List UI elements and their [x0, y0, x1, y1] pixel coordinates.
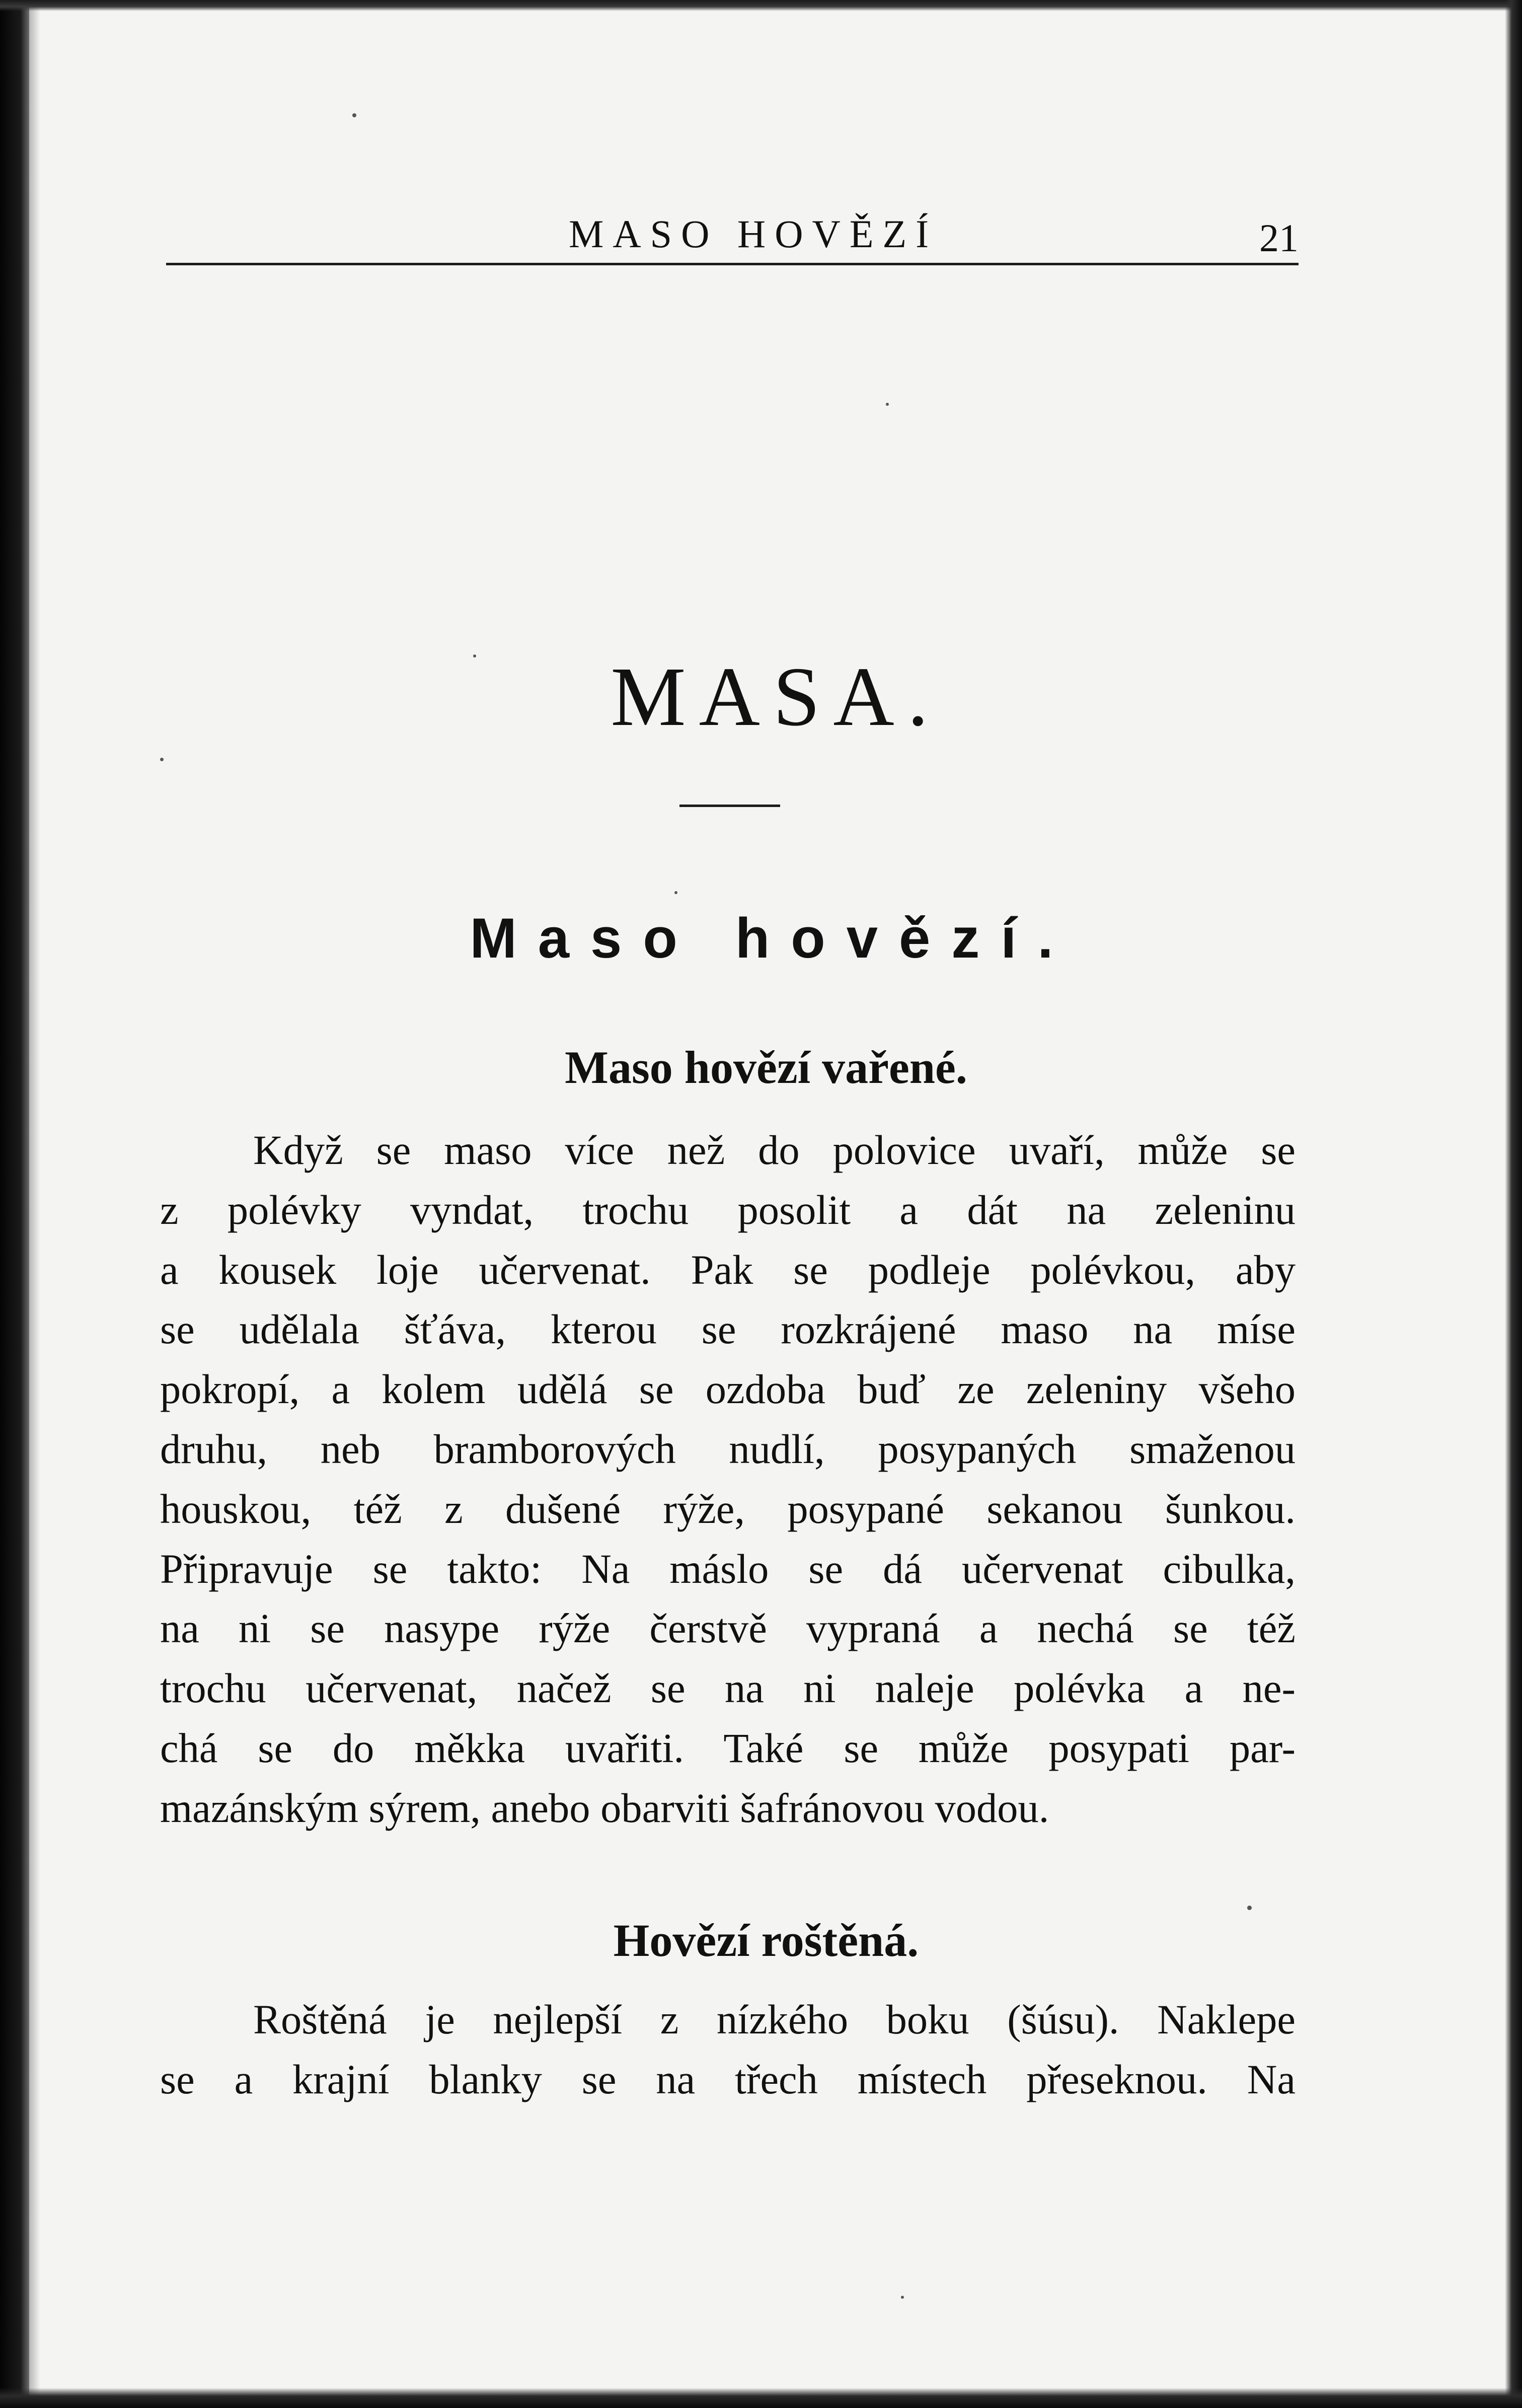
text-line: pokropí, a kolem udělá se ozdoba buď ze zeleniny všeho	[160, 1366, 1296, 1413]
page-top-edge	[0, 0, 1522, 11]
page-binding-shadow	[0, 0, 29, 2408]
text-line: Když se maso více než do polovice uvaří, může se	[253, 1127, 1296, 1173]
text-line: druhu, neb bramborových nudlí, posypaných smaženou	[160, 1425, 1296, 1472]
text-line: na ni se nasype rýže čerstvě vypraná a nechá se též	[160, 1605, 1296, 1652]
text-line: a kousek loje učervenat. Pak se podleje polévkou, aby	[160, 1246, 1296, 1293]
paper-speck	[674, 891, 677, 894]
recipe-title-beef-sirloin: Hovězí roštěná.	[613, 1915, 919, 1966]
recipe-text-beef-sirloin	[160, 1990, 1296, 2109]
text-line: se udělala šťáva, kterou se rozkrájené maso na míse	[160, 1306, 1296, 1353]
running-head-rule	[166, 263, 1299, 265]
paper-speck	[1247, 1906, 1252, 1910]
text-line: Roštěná je nejlepší z nízkého boku (šúsu). Naklepe	[253, 1996, 1296, 2042]
text-line: chá se do měkka uvařiti. Také se může posypati par-	[160, 1724, 1296, 1771]
text-line: Připravuje se takto: Na máslo se dá učervenat cibulka,	[160, 1545, 1296, 1592]
page-bottom-edge	[0, 2388, 1522, 2408]
text-line: houskou, též z dušené rýže, posypané sekanou šunkou.	[160, 1485, 1296, 1532]
text-line: z polévky vyndat, trochu posolit a dát na zeleninu	[160, 1186, 1296, 1233]
text-line: mazánským sýrem, anebo obarviti šafránovou vodou.	[160, 1784, 1049, 1831]
chapter-title: MASA.	[611, 650, 942, 744]
section-title: Maso hovězí.	[470, 907, 1075, 970]
page-right-edge	[1505, 0, 1522, 2408]
chapter-divider	[679, 805, 780, 807]
text-line: trochu učervenat, načež se na ni naleje polévka a ne-	[160, 1665, 1296, 1712]
paper-speck	[886, 403, 889, 406]
running-head	[166, 206, 1299, 267]
recipe-text-boiled-beef	[160, 1120, 1296, 1838]
paper-speck	[352, 113, 356, 117]
paper-speck	[473, 654, 476, 658]
recipe-title-boiled-beef: Maso hovězí vařené.	[565, 1042, 967, 1093]
paper-speck	[160, 758, 164, 761]
text-line: se a krajní blanky se na třech místech přeseknou. Na	[160, 2056, 1296, 2102]
page-number: 21	[1259, 216, 1299, 260]
paper-speck	[901, 2296, 904, 2299]
running-head-title: MASO HOVĚZÍ	[569, 212, 938, 256]
